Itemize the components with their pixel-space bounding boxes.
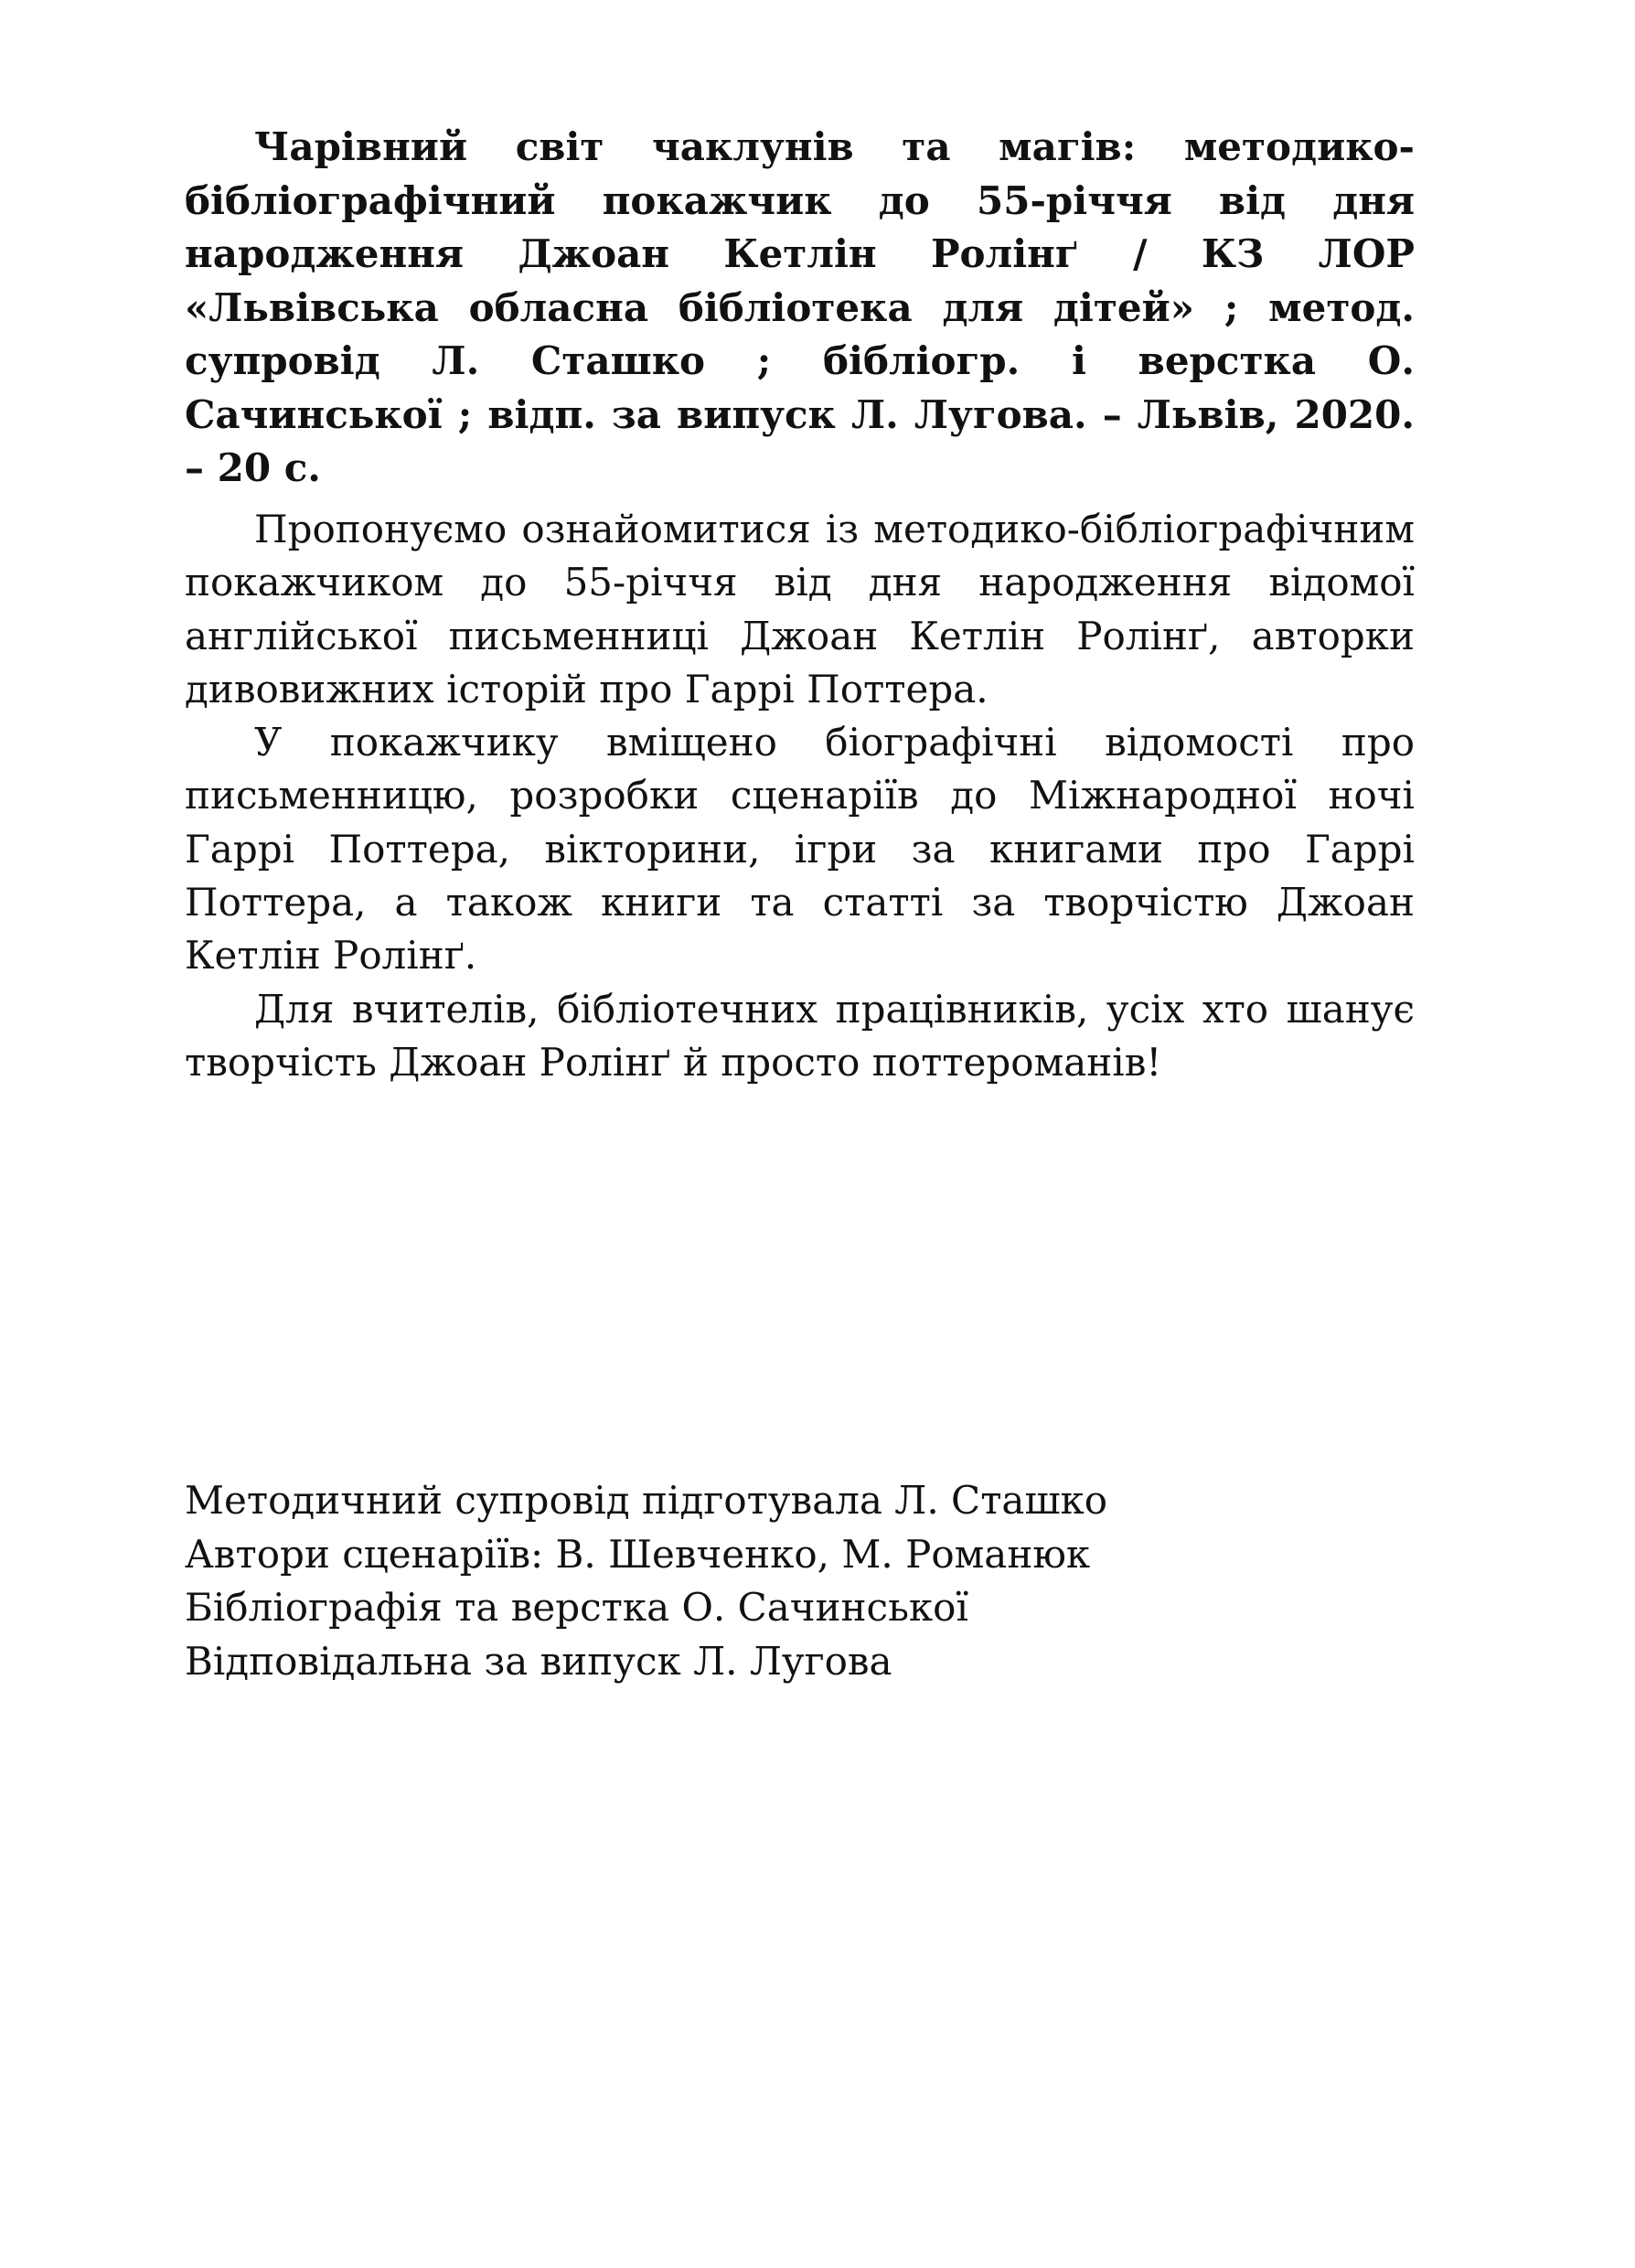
credit-line: Відповідальна за випуск Л. Лугова [185, 1638, 892, 1684]
credit-line: Методичний супровід підготувала Л. Сташко [185, 1478, 1108, 1523]
annotation-paragraph: У покажчику вміщено біографічні відомості про письменницю, розробки сценаріїв до Міжнародної ночі Гаррі Поттера, вікторини, ігри за книгами про Гаррі Поттера, а також книги та статті за творчістю Джоан Кетлін Ролінґ. [185, 720, 1415, 979]
credits [185, 1474, 1415, 1688]
bibliographic-record: Чарівний світ чаклунів та магів: методико-бібліографічний покажчик до 55-річчя від дня народження Джоан Кетлін Ролінґ / КЗ ЛОР «Львівська обласна бібліотека для дітей» ; метод. супровід Л. Сташко ; бібліогр. і верстка О. Сачинської ; відп. за випуск Л. Лугова. – Львів, 2020. – 20 с. [185, 124, 1415, 490]
annotation-paragraph: Пропонуємо ознайомитися із методико-бібліографічним покажчиком до 55-річчя від дня народження відомої англійської письменниці Джоан Кетлін Ролінґ, авторки дивовижних історій про Гаррі Поттера. [185, 507, 1415, 711]
credit-line: Бібліографія та верстка О. Сачинської [185, 1585, 968, 1630]
annotation-paragraph: Для вчителів, бібліотечних працівників, усіх хто шанує творчість Джоан Ролінґ й просто поттероманів! [185, 986, 1415, 1085]
credit-line: Автори сценаріїв: В. Шевченко, М. Романюк [185, 1531, 1091, 1577]
annotation [185, 503, 1415, 1089]
